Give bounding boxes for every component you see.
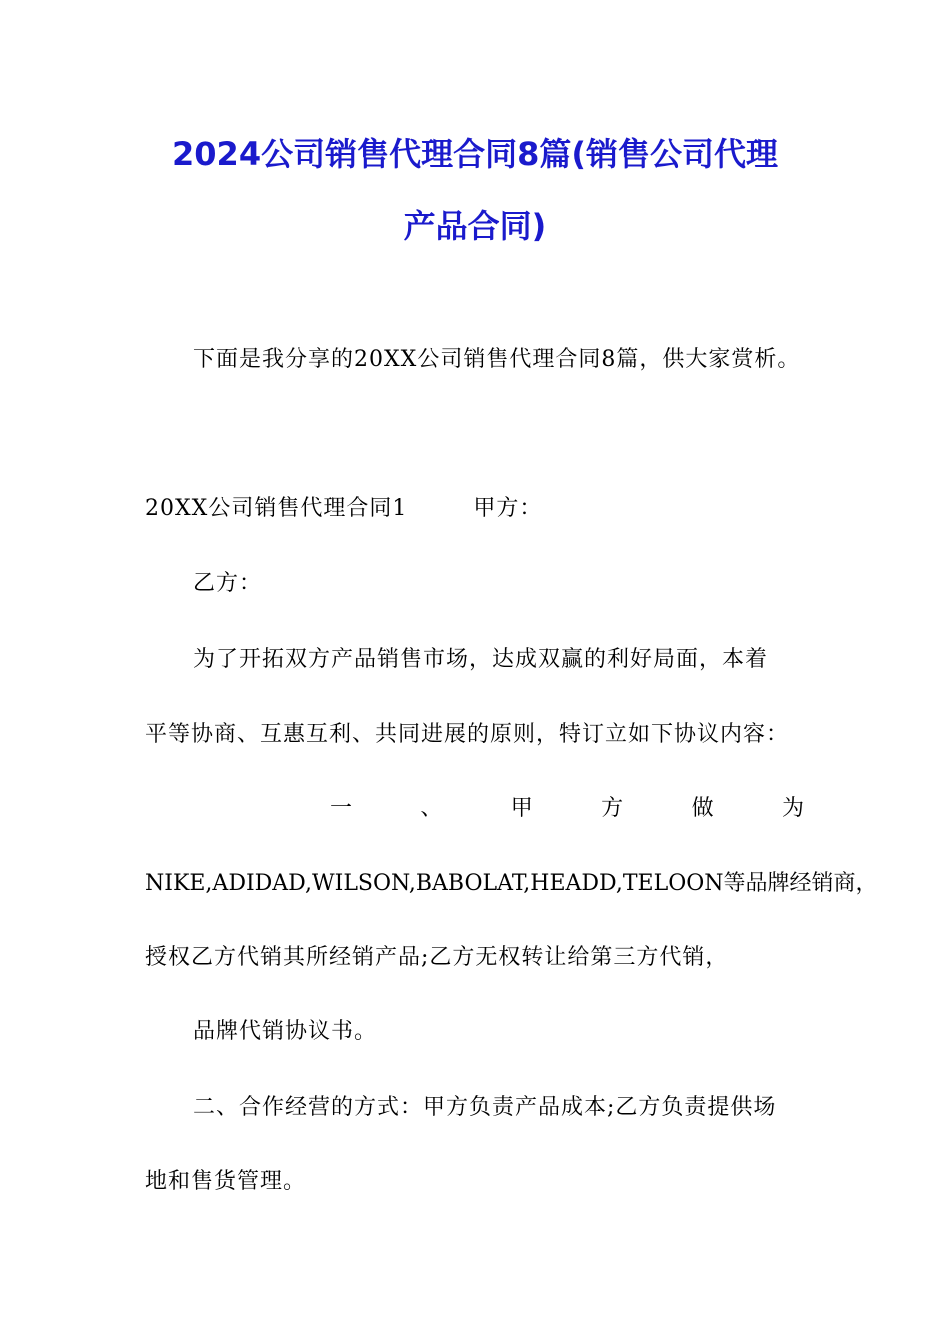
paragraph-1-line-1: 为了开拓双方产品销售市场，达成双赢的利好局面，本着 xyxy=(193,647,769,672)
contract-heading: 20XX公司销售代理合同1 xyxy=(145,496,408,521)
contract-heading-row xyxy=(145,494,805,524)
party-b-label: 乙方： xyxy=(193,571,263,596)
clause-1-char: 为 xyxy=(781,796,805,821)
clause-2-line-1: 二、合作经营的方式：甲方负责产品成本;乙方负责提供场 xyxy=(193,1095,777,1120)
intro-paragraph: 下面是我分享的20XX公司销售代理合同8篇，供大家赏析。 xyxy=(193,347,801,372)
document-title-line2: 产品合同) xyxy=(403,207,547,245)
clause-1-char: 甲 xyxy=(510,796,534,821)
clause-2-line-2: 地和售货管理。 xyxy=(145,1169,307,1194)
clause-1-char: 方 xyxy=(601,796,625,821)
document-title-line1: 2024公司销售代理合同8篇(销售公司代理 xyxy=(172,135,778,173)
paragraph-1-line-2: 平等协商、互惠互利、共同进展的原则，特订立如下协议内容： xyxy=(145,722,790,747)
party-a-label: 甲方： xyxy=(473,496,543,521)
clause-1-line-3: 授权乙方代销其所经销产品;乙方无权转让给第三方代销， xyxy=(145,945,729,970)
clause-1-line-2: NIKE,ADIDAD,WILSON,BABOLAT,HEADD,TELOON等品牌经销商， xyxy=(145,871,878,896)
clause-1-char: 做 xyxy=(691,796,715,821)
clause-1-line-1 xyxy=(145,794,805,824)
clause-1-char: 、 xyxy=(420,796,444,821)
clause-1-line-4: 品牌代销协议书。 xyxy=(193,1019,378,1044)
clause-1-char: 一 xyxy=(330,796,354,821)
